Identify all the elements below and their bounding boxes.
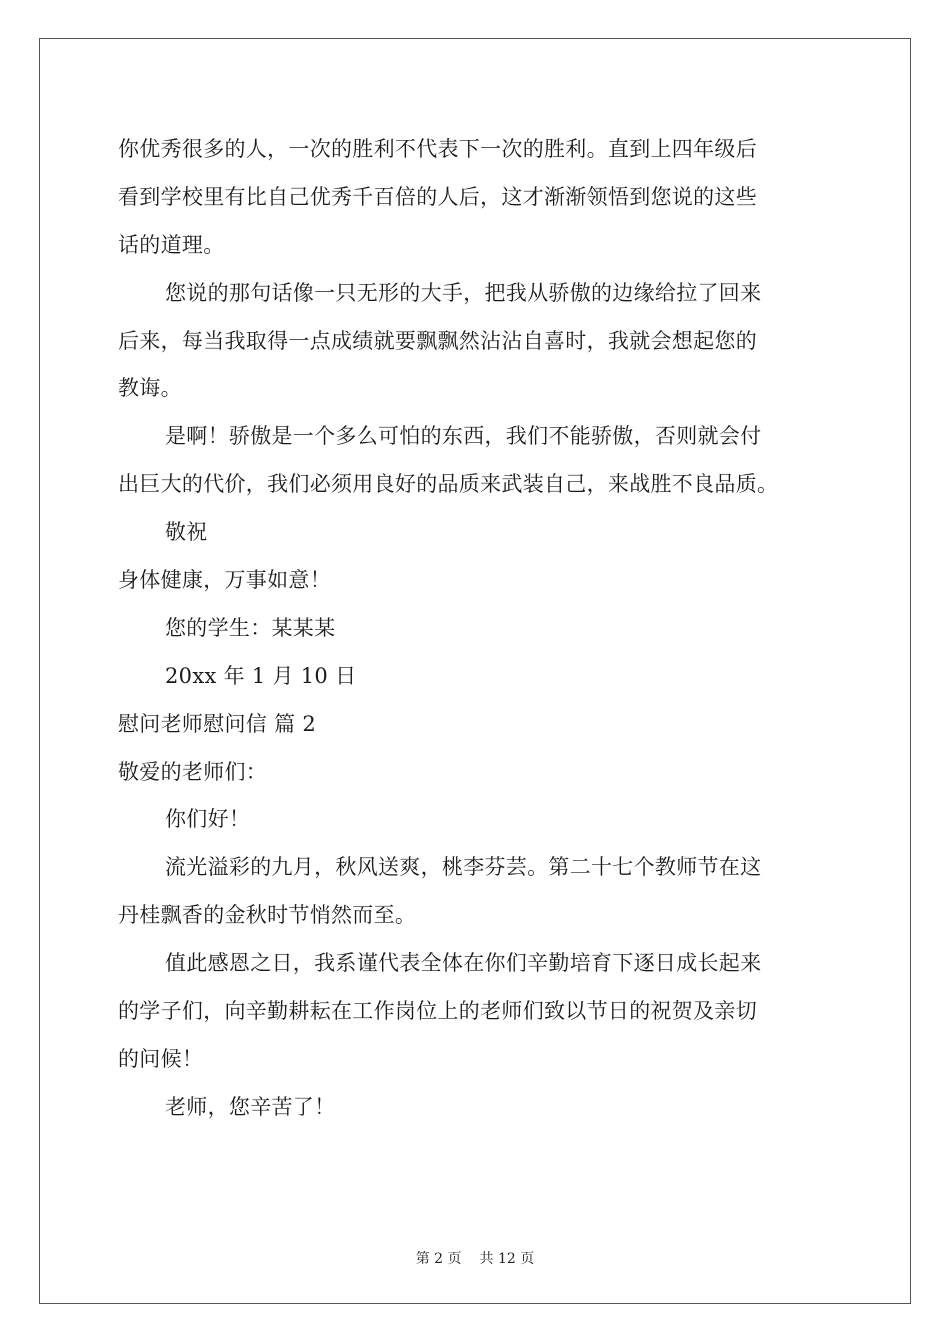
text-line: 后来，每当我取得一点成绩就要飘飘然沾沾自喜时，我就会想起您的 [118, 328, 757, 353]
signature: 您的学生：某某某 [165, 615, 336, 640]
text-line: 的学子们，向辛勤耕耘在工作岗位上的老师们致以节日的祝贺及亲切 [118, 999, 757, 1024]
letter-date: 20xx 年 1 月 10 日 [165, 663, 357, 688]
text-line: 流光溢彩的九月，秋风送爽，桃李芬芸。第二十七个教师节在这 [165, 855, 762, 880]
closing-wish: 身体健康，万事如意！ [118, 568, 331, 593]
page-number: 第 2 页 [415, 1251, 462, 1267]
text-line: 丹桂飘香的金秋时节悄然而至。 [118, 903, 417, 928]
text-line: 您说的那句话像一只无形的大手，把我从骄傲的边缘给拉了回来 [165, 280, 762, 305]
page-footer [0, 1248, 950, 1268]
page-total: 共 12 页 [479, 1251, 535, 1267]
text-line: 话的道理。 [118, 232, 225, 257]
text-line: 的问候！ [118, 1046, 204, 1071]
closing-salutation: 敬祝 [165, 520, 208, 545]
greeting: 敬爱的老师们： [118, 759, 268, 784]
text-line: 你优秀很多的人，一次的胜利不代表下一次的胜利。直到上四年级后 [118, 137, 757, 161]
text-line: 看到学校里有比自己优秀千百倍的人后，这才渐渐领悟到您说的这些 [118, 184, 757, 209]
text-line: 老师，您辛苦了！ [165, 1094, 336, 1119]
text-line: 是啊！骄傲是一个多么可怕的东西，我们不能骄傲，否则就会付 [165, 424, 762, 449]
section-heading: 慰问老师慰问信 篇 2 [118, 711, 317, 736]
text-line: 教诲。 [118, 376, 182, 401]
text-line: 出巨大的代价，我们必须用良好的品质来武装自己，来战胜不良品质。 [118, 472, 779, 497]
text-line: 你们好！ [165, 807, 251, 832]
letter-body [118, 126, 838, 1132]
text-line: 值此感恩之日，我系谨代表全体在你们辛勤培育下逐日成长起来 [165, 951, 762, 976]
